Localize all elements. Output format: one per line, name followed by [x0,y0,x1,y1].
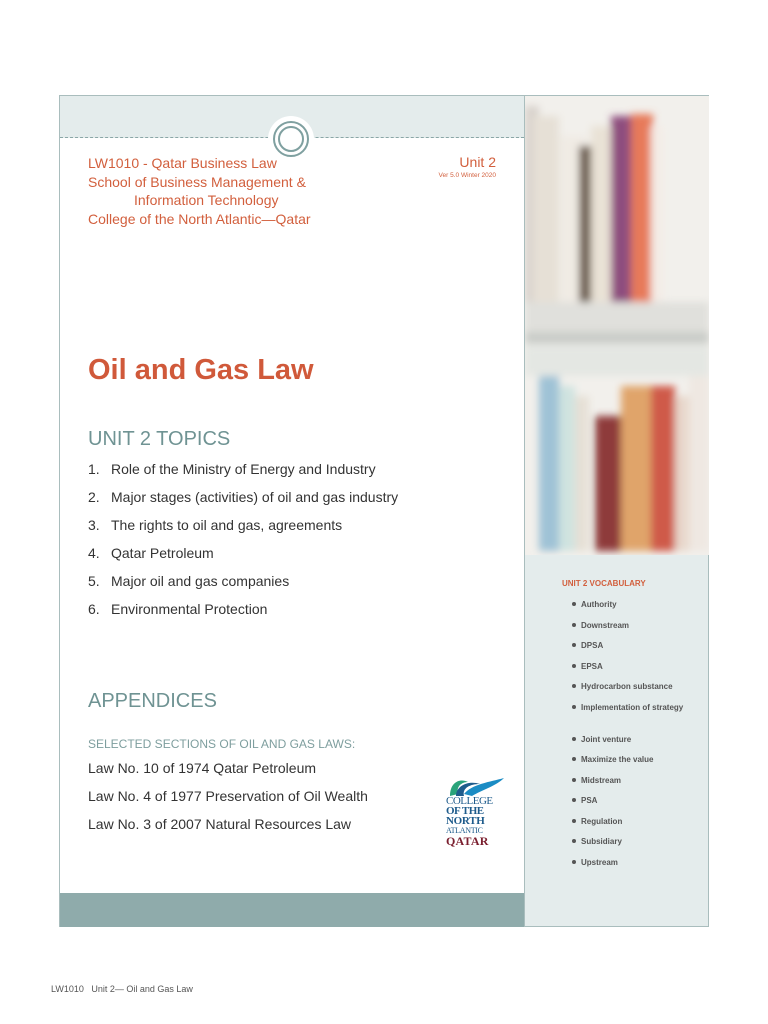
vocab-item: Regulation [581,816,691,837]
document-title: Oil and Gas Law [88,354,314,386]
footer-band [60,893,524,927]
vocab-item: Implementation of strategy [581,702,691,734]
vocab-item: PSA [581,795,691,816]
topic-item: 6. Environmental Protection [88,601,268,617]
unit-label: Unit 2 [459,154,496,170]
laws-subheading: SELECTED SECTIONS OF OIL AND GAS LAWS: [88,737,356,751]
college-line: College of the North Atlantic—Qatar [88,210,311,227]
topic-item: 4. Qatar Petroleum [88,545,214,561]
vocabulary-heading: UNIT 2 VOCABULARY [562,579,646,588]
topic-item: 1. Role of the Ministry of Energy and Industry [88,461,376,477]
topic-item: 3. The rights to oil and gas, agreements [88,517,343,533]
vocab-item: Authority [581,599,691,620]
topics-heading: UNIT 2 TOPICS [88,428,231,450]
college-logo [446,776,508,858]
logo-line: QATAR [446,834,489,848]
school-line-2: Information Technology [134,192,279,209]
vocab-item: Maximize the value [581,754,691,775]
vocab-item: Subsidiary [581,836,691,857]
school-line-1: School of Business Management & [88,173,306,190]
version-label: Ver 5.0 Winter 2020 [438,172,496,179]
course-line: LW1010 - Qatar Business Law [88,155,277,171]
vocab-item: Hydrocarbon substance [581,681,691,702]
vocab-item: Joint venture [581,734,691,755]
vocabulary-list [581,599,691,877]
logo-line: ATLANTIC [446,826,483,835]
law-item: Law No. 4 of 1977 Preservation of Oil Wealth [88,788,368,804]
law-item: Law No. 10 of 1974 Qatar Petroleum [88,760,317,776]
cover-frame [59,95,709,927]
logo-line: COLLEGE [446,795,493,807]
vocab-item: Downstream [581,620,691,641]
topic-item: 2. Major stages (activities) of oil and gas industry [88,489,399,505]
vocab-item: Midstream [581,775,691,796]
page-footer: LW1010 Unit 2— Oil and Gas Law [51,984,193,994]
logo-line: NORTH [446,815,485,827]
topic-item: 5. Major oil and gas companies [88,573,290,589]
bookshelf-photo [525,96,709,555]
course-header [88,154,348,228]
vocab-item: Upstream [581,857,691,878]
logo-line: OF THE [446,805,484,817]
laws-list [88,760,368,844]
sidebar [524,96,708,926]
appendices-heading: APPENDICES [88,690,217,712]
main-column [60,96,524,926]
law-item: Law No. 3 of 2007 Natural Resources Law [88,816,352,832]
vocab-item: DPSA [581,640,691,661]
topics-list [88,461,398,629]
vocab-item: EPSA [581,661,691,682]
